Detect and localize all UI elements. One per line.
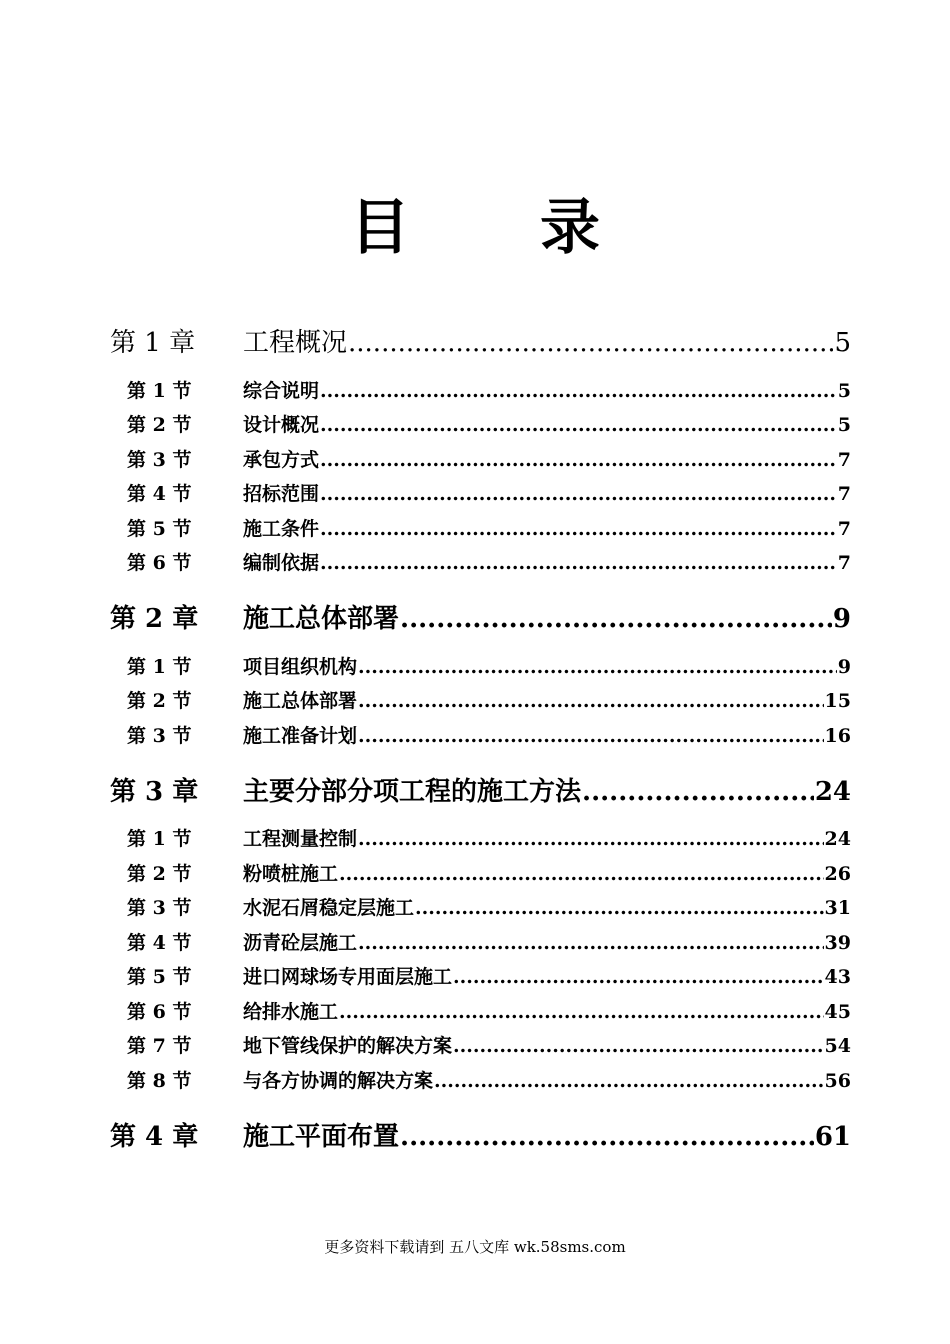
page-number: 7 — [837, 518, 851, 540]
section-title: 沥青砼层施工 — [243, 932, 358, 954]
page-number: 39 — [824, 932, 851, 954]
page-number: 61 — [814, 1122, 851, 1152]
leader-dots — [453, 1035, 824, 1057]
section-label: 第 3 节 — [127, 725, 192, 747]
section-label: 第 1 节 — [127, 656, 192, 678]
section-title: 承包方式 — [243, 449, 320, 471]
chapter-label: 第 2 章 — [110, 604, 199, 634]
section-title: 项目组织机构 — [243, 656, 358, 678]
page-number: 7 — [837, 483, 851, 505]
section-title: 编制依据 — [243, 552, 320, 574]
section-label: 第 1 节 — [127, 828, 192, 850]
section-label: 第 3 节 — [127, 449, 192, 471]
chapter-label: 第 1 章 — [110, 328, 196, 358]
leader-dots — [320, 518, 837, 540]
leader-dots — [320, 483, 837, 505]
section-title: 施工条件 — [243, 518, 320, 540]
page-number: 54 — [824, 1035, 851, 1057]
page-number: 15 — [824, 690, 851, 712]
section-title: 施工准备计划 — [243, 725, 358, 747]
section-label: 第 5 节 — [127, 518, 192, 540]
title-char-2: 录 — [540, 193, 600, 263]
leader-dots — [320, 414, 837, 436]
section-label: 第 2 节 — [127, 863, 192, 885]
page-number: 5 — [834, 328, 851, 358]
page-number: 45 — [824, 1001, 851, 1023]
chapter-label: 第 4 章 — [110, 1122, 199, 1152]
section-label: 第 2 节 — [127, 414, 192, 436]
leader-dots — [348, 328, 833, 358]
page-number: 5 — [837, 380, 851, 402]
page-number: 31 — [824, 897, 851, 919]
section-label: 第 6 节 — [127, 1001, 192, 1023]
section-title: 进口网球场专用面层施工 — [243, 966, 453, 988]
leader-dots — [434, 1070, 824, 1092]
chapter-title: 施工平面布置 — [243, 1122, 400, 1152]
section-label: 第 4 节 — [127, 483, 192, 505]
chapter-title: 主要分部分项工程的施工方法 — [243, 777, 582, 807]
leader-dots — [358, 725, 824, 747]
section-title: 综合说明 — [243, 380, 320, 402]
page-number: 24 — [814, 777, 851, 807]
leader-dots — [358, 656, 837, 678]
page-number: 5 — [837, 414, 851, 436]
page-number: 7 — [837, 449, 851, 471]
leader-dots — [358, 932, 824, 954]
section-title: 粉喷桩施工 — [243, 863, 339, 885]
section-label: 第 7 节 — [127, 1035, 192, 1057]
leader-dots — [415, 897, 824, 919]
section-label: 第 6 节 — [127, 552, 192, 574]
leader-dots — [582, 777, 814, 807]
section-title: 设计概况 — [243, 414, 320, 436]
leader-dots — [339, 863, 824, 885]
footer-text: 更多资料下载请到 五八文库 wk.58sms.com — [324, 1238, 626, 1256]
leader-dots — [320, 380, 837, 402]
section-title: 工程测量控制 — [243, 828, 358, 850]
section-title: 给排水施工 — [243, 1001, 339, 1023]
leader-dots — [339, 1001, 824, 1023]
page-number: 43 — [824, 966, 851, 988]
leader-dots — [400, 1122, 814, 1152]
page-number: 9 — [832, 604, 851, 634]
chapter-title: 施工总体部署 — [243, 604, 400, 634]
page-number: 26 — [824, 863, 851, 885]
section-label: 第 5 节 — [127, 966, 192, 988]
section-title: 施工总体部署 — [243, 690, 358, 712]
page-number: 7 — [837, 552, 851, 574]
leader-dots — [358, 690, 824, 712]
chapter-title: 工程概况 — [243, 328, 348, 358]
section-label: 第 8 节 — [127, 1070, 192, 1092]
section-label: 第 4 节 — [127, 932, 192, 954]
section-label: 第 2 节 — [127, 690, 192, 712]
section-label: 第 3 节 — [127, 897, 192, 919]
leader-dots — [400, 604, 832, 634]
leader-dots — [358, 828, 824, 850]
page-number: 24 — [824, 828, 851, 850]
section-title: 地下管线保护的解决方案 — [243, 1035, 453, 1057]
section-title: 与各方协调的解决方案 — [243, 1070, 434, 1092]
page-title — [0, 180, 950, 266]
chapter-label: 第 3 章 — [110, 777, 199, 807]
page-number: 9 — [837, 656, 851, 678]
page-number: 16 — [824, 725, 851, 747]
section-label: 第 1 节 — [127, 380, 192, 402]
leader-dots — [320, 449, 837, 471]
page-number: 56 — [824, 1070, 851, 1092]
title-char-1: 目 — [350, 193, 410, 263]
leader-dots — [320, 552, 837, 574]
section-title: 水泥石屑稳定层施工 — [243, 897, 415, 919]
section-title: 招标范围 — [243, 483, 320, 505]
leader-dots — [453, 966, 824, 988]
